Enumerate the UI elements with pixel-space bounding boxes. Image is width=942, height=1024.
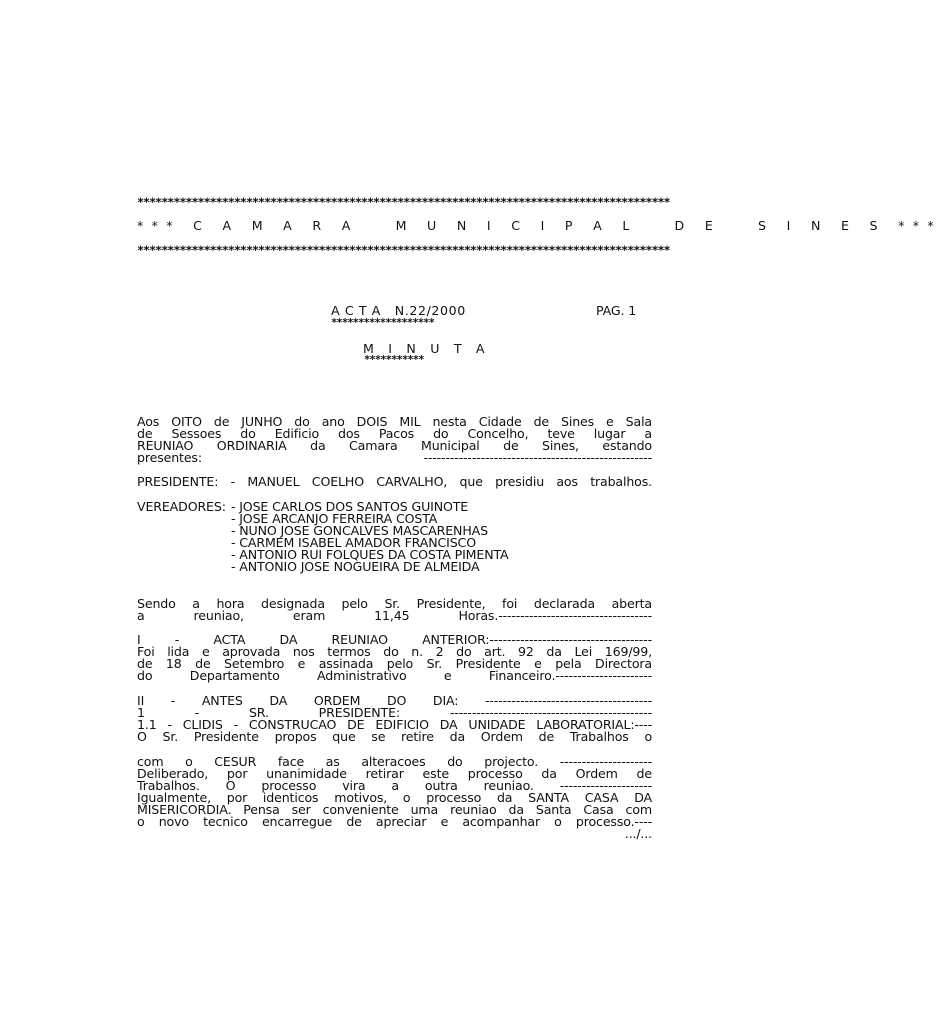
cesur-line: com o CESUR face as alteracoes do projecto. --------------------- (137, 754, 652, 769)
vereador-item: - ANTONIO JOSE NOGUEIRA DE ALMEIDA (231, 559, 480, 574)
acta-title-underline: ******************* (331, 317, 435, 329)
minuta-title: M I N U T A (363, 341, 490, 356)
header-stars-top: **************************************************************************************** (137, 195, 670, 209)
vereador-item: - JOSE CARLOS DOS SANTOS GUINOTE (231, 499, 469, 514)
presidente-line: PRESIDENTE: - MANUEL COELHO CARVALHO, que presidiu aos trabalhos. (137, 474, 652, 489)
vereador-item: - NUNO JOSE GONCALVES MASCARENHAS (231, 523, 488, 538)
cesur-line: MISERICORDIA. Pensa ser conveniente uma reuniao da Santa Casa com (137, 802, 652, 817)
vereadores-label: VEREADORES: (137, 499, 226, 514)
intro-line: de Sessoes do Edificio dos Pacos do Concelho, teve lugar a (137, 426, 652, 441)
intro-line: presentes: ---------------------------------------------------- (137, 450, 652, 465)
cesur-line: Igualmente, por identicos motivos, o processo da SANTA CASA DA (137, 790, 652, 805)
intro-line: Aos OITO de JUNHO do ano DOIS MIL nesta Cidade de Sines e Sala (137, 414, 652, 429)
cesur-line: Trabalhos. O processo vira a outra reuniao. --------------------- (137, 778, 652, 793)
section-heading: II - ANTES DA ORDEM DO DIA: -------------------------------------- (137, 693, 652, 708)
cesur-line: o novo tecnico encarregue de apreciar e acompanhar o processo.---- (137, 814, 652, 829)
vereador-item: - JOSE ARCANJO FERREIRA COSTA (231, 511, 438, 526)
abertura-line: Sendo a hora designada pelo Sr. Presidente, foi declarada aberta (137, 596, 652, 611)
acta-anterior-line: Foi lida e aprovada nos termos do n. 2 do art. 92 da Lei 169/99, (137, 644, 652, 659)
intro-line: REUNIAO ORDINARIA da Camara Municipal de Sines, estando (137, 438, 652, 453)
acta-anterior-line: do Departamento Administrativo e Financeiro.---------------------- (137, 668, 652, 683)
antes-ordem-line: O Sr. Presidente propos que se retire da Ordem de Trabalhos o (137, 729, 652, 744)
acta-title: A C T A N.22/2000 (331, 303, 466, 318)
minuta-underline: *********** (364, 354, 424, 366)
continuation-marker: .../... (624, 826, 652, 841)
acta-anterior-line: de 18 de Setembro e assinada pelo Sr. Presidente e pela Directora (137, 656, 652, 671)
camara-header: *** C A M A R A M U N I C I P A L D E S I N E S *** (137, 218, 942, 233)
cesur-line: Deliberado, por unanimidade retirar este processo da Ordem de (137, 766, 652, 781)
item-heading: 1.1 - CLIDIS - CONSTRUCAO DE EDIFICIO DA UNIDADE LABORATORIAL:---- (137, 717, 652, 732)
vereador-item: - ANTONIO RUI FOLQUES DA COSTA PIMENTA (231, 547, 509, 562)
subsection-heading: 1 - SR. PRESIDENTE: ---------------------------------------------- (137, 705, 652, 720)
abertura-line: a reuniao, eram 11,45 Horas.----------------------------------- (137, 608, 652, 623)
header-stars-bottom: **************************************************************************************** (137, 243, 670, 257)
vereador-item: - CARMEM ISABEL AMADOR FRANCISCO (231, 535, 476, 550)
section-heading: I - ACTA DA REUNIAO ANTERIOR:------------------------------------- (137, 632, 652, 647)
page-number: PAG. 1 (596, 303, 637, 318)
